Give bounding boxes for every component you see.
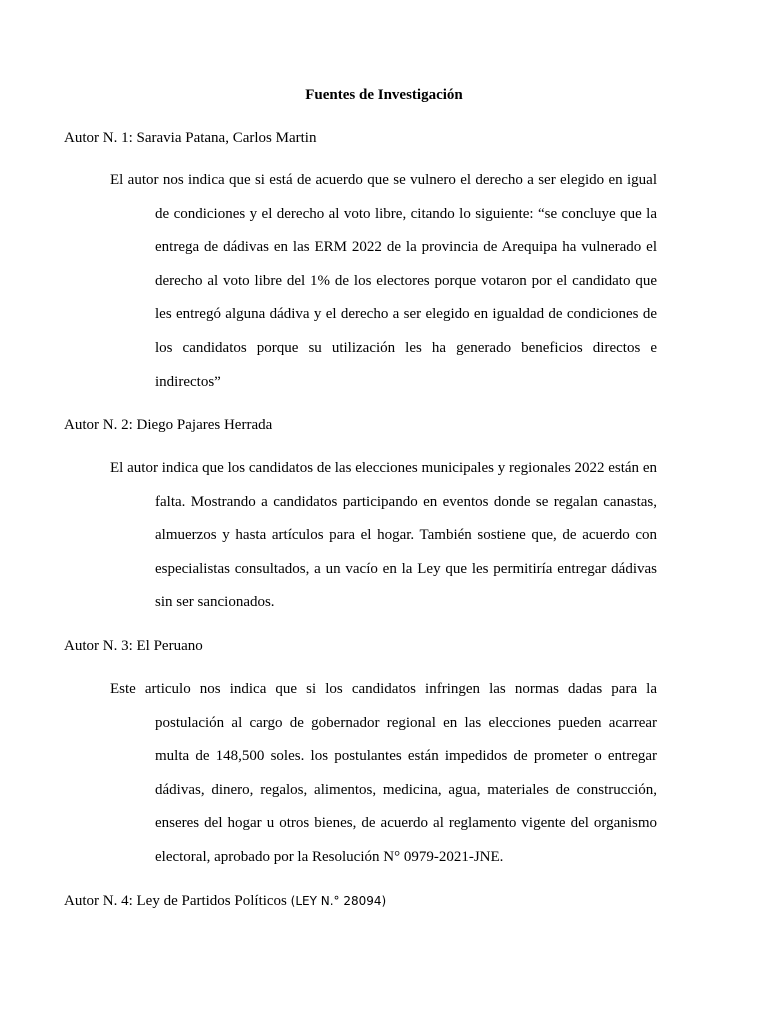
document-title: Fuentes de Investigación [305,87,463,103]
author-2-heading: Autor N. 2: Diego Pajares Herrada [64,417,273,433]
author-1-paragraph: El autor nos indica que si está de acuerdo que se vulnero el derecho a ser elegido en igual de condiciones y el derecho al voto libre, citando lo siguiente: “se concluye que la entrega de dádivas en las ERM 2022 de la provincia de Arequipa ha vulnerado el derecho al voto libre del 1% de los electores porque votaron por el candidato que les entregó alguna dádiva y el derecho a ser elegido en igualdad de condiciones de los candidatos porque su utilización les ha generado beneficios directos e indirectos” [110,172,657,390]
author-4-heading-text: Autor N. 4: Ley de Partidos Políticos [64,893,287,909]
author-1-heading: Autor N. 1: Saravia Patana, Carlos Martin [64,130,317,146]
author-3-heading: Autor N. 3: El Peruano [64,638,203,654]
author-4-heading-law-number: (LEY N.° 28094) [290,894,387,908]
author-4-heading [64,892,386,910]
author-3-paragraph: Este articulo nos indica que si los candidatos infringen las normas dadas para la postulación al cargo de gobernador regional en las elecciones pueden acarrear multa de 148,500 soles. los postulantes están impedidos de prometer o entregar dádivas, dinero, regalos, alimentos, medicina, agua, materiales de construcción, enseres del hogar u otros bienes, de acuerdo al reglamento vigente del organismo electoral, aprobado por la Resolución N° 0979-2021-JNE. [110,681,657,865]
author-2-paragraph: El autor indica que los candidatos de las elecciones municipales y regionales 2022 están en falta. Mostrando a candidatos participando en eventos donde se regalan canastas, almuerzos y hasta artículos para el hogar. También sostiene que, de acuerdo con especialistas consultados, a un vacío en la Ley que les permitiría entregar dádivas sin ser sancionados. [110,460,657,611]
